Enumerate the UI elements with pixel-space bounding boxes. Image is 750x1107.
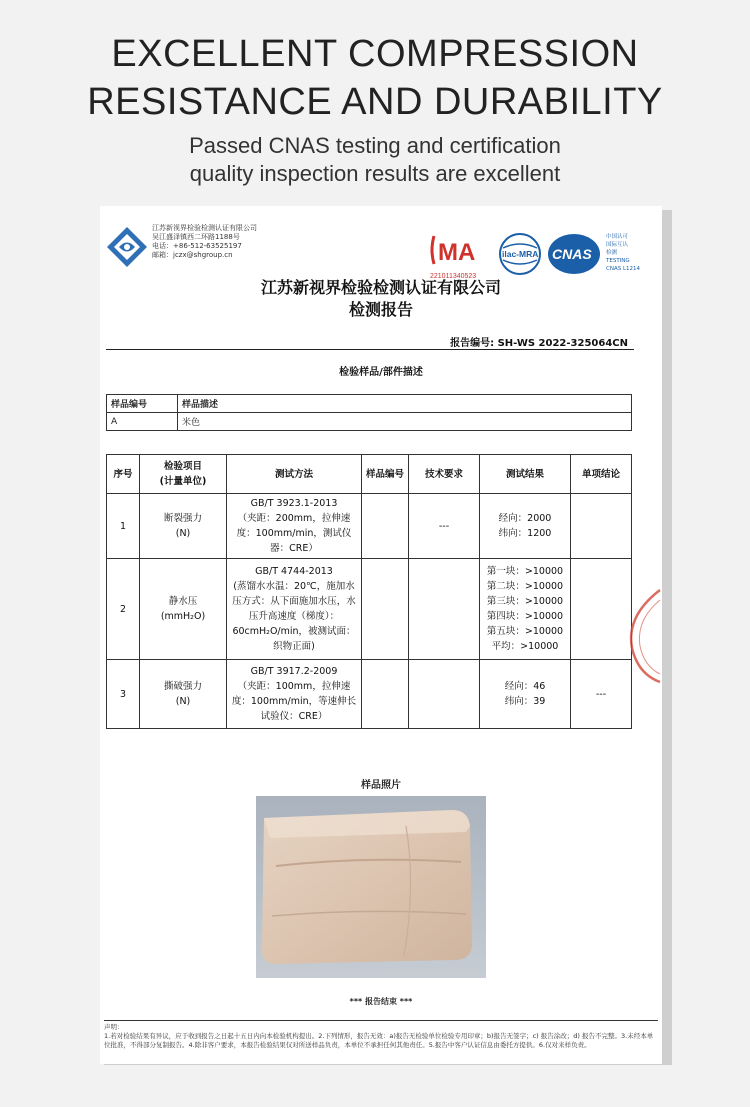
ilac-mra-icon	[500, 234, 540, 274]
headline	[0, 30, 750, 126]
subheadline	[0, 132, 750, 188]
row-no: 2	[107, 559, 140, 660]
cma-number: 221011340523	[430, 273, 477, 280]
ilac-label: ilac-MRA	[502, 249, 539, 259]
cnas-side-4: TESTING	[606, 258, 630, 264]
row-requirement: ---	[409, 494, 480, 559]
table-row	[107, 559, 632, 660]
row-sample	[362, 494, 409, 559]
cma-letters: MA	[438, 239, 476, 266]
cnas-side-1: 中国认可	[606, 234, 629, 240]
header-result: 测试结果	[480, 455, 571, 494]
sample-description-table	[106, 394, 632, 431]
row-item: 静水压 (mmH₂O)	[140, 559, 227, 660]
sample-photo-title: 样品照片	[361, 780, 401, 791]
header-requirement: 技术要求	[409, 455, 480, 494]
cnas-side-3: 检测	[606, 250, 618, 256]
company-name-small: 江苏新视界检验检测认证有限公司	[152, 224, 257, 232]
header-method: 测试方法	[227, 455, 362, 494]
row-item: 撕破强力 (N)	[140, 660, 227, 729]
test-results-table	[106, 454, 632, 729]
row-result: 经向：2000 纬向：1200	[480, 494, 571, 559]
certification-marks	[428, 226, 658, 281]
row-conclusion	[571, 494, 632, 559]
red-seal-icon	[620, 586, 662, 686]
company-logo-icon	[106, 226, 148, 268]
test-report-document	[100, 206, 662, 1064]
company-phone: 电话：+86-512-63525197	[152, 242, 242, 250]
headline-line-2: RESISTANCE AND DURABILITY	[87, 81, 663, 123]
cnas-side-2: 国际互认	[606, 242, 629, 248]
cnas-side-5: CNAS L1214	[606, 266, 641, 272]
row-method: GB/T 3923.1-2013 （夹距：200mm，拉伸速度：100mm/min，测试仪器：CRE）	[227, 494, 362, 559]
row-item: 断裂强力 (N)	[140, 494, 227, 559]
table-header-row	[107, 455, 632, 494]
company-email: 邮箱：jczx@shgroup.cn	[152, 251, 233, 259]
row-sample	[362, 660, 409, 729]
header-seq: 序号	[107, 455, 140, 494]
row-method: GB/T 4744-2013 (蒸馏水水温：20℃，施加水压方式：从下面施加水压，水压升高速度（梯度）：60cmH₂O/min，被测试面：织物正面)	[227, 559, 362, 660]
row-requirement	[409, 660, 480, 729]
table-row	[107, 494, 632, 559]
sample-section-title: 检验样品/部件描述	[339, 367, 423, 378]
fabric-sample-image	[256, 796, 486, 978]
sample-color-cell: 米色	[178, 413, 632, 431]
row-result: 经向：46 纬向：39	[480, 660, 571, 729]
row-requirement	[409, 559, 480, 660]
table-row	[107, 660, 632, 729]
cma-mark-icon	[430, 236, 476, 280]
company-contact-block	[152, 224, 322, 260]
header-item: 检验项目 (计量单位)	[140, 455, 227, 494]
row-sample	[362, 559, 409, 660]
organization-name: 江苏新视界检验检测认证有限公司	[260, 278, 501, 297]
subheadline-line-2: quality inspection results are excellent	[189, 161, 561, 186]
cnas-mark-icon	[548, 232, 641, 274]
row-no: 3	[107, 660, 140, 729]
company-address: 吴江盛泽镇西二环路1188号	[152, 233, 240, 241]
cnas-label: CNAS	[552, 246, 592, 262]
header-sample-no: 样品编号	[107, 395, 178, 413]
report-number: 报告编号: SH-WS 2022-325064CN	[450, 338, 628, 349]
divider-line	[106, 349, 634, 350]
header-conclusion: 单项结论	[571, 455, 632, 494]
row-no: 1	[107, 494, 140, 559]
subheadline-line-1: Passed CNAS testing and certification	[189, 133, 561, 158]
sample-photo	[256, 796, 486, 978]
row-result: 第一块：>10000 第二块：>10000 第三块：>10000 第四块：>10000 第五块：>10000 平均：>10000	[480, 559, 571, 660]
report-title: 检测报告	[348, 300, 413, 319]
report-disclaimer: 声明： 1.若对检验结果有异议，应于收到报告之日起十五日内向本检验机构提出。2.下列情形，报告无效：a)报告无检验单位检验专用印章；b)报告无签字；c) 报告涂改；d) 报告不完整。3.未经本单位批准，不得部分复制报告。4.除非客户要求，本报告检验结果仅对所送样品负责，本单位不承担任何其他责任。5.报告中客户认证信息由委托方提供。6.仅对来样负责。	[104, 1020, 658, 1064]
row-method: GB/T 3917.2-2009 （夹距：100mm，拉伸速度：100mm/min，等速伸长试验仪：CRE）	[227, 660, 362, 729]
sample-id-cell: A	[107, 413, 178, 431]
header-sample-no: 样品编号	[362, 455, 409, 494]
row-conclusion: ---	[571, 660, 632, 729]
headline-line-1: EXCELLENT COMPRESSION	[111, 33, 639, 75]
report-end-marker: *** 报告结束 ***	[349, 997, 413, 1006]
header-sample-desc: 样品描述	[178, 395, 632, 413]
table-header-row	[107, 395, 632, 413]
table-row	[107, 413, 632, 431]
